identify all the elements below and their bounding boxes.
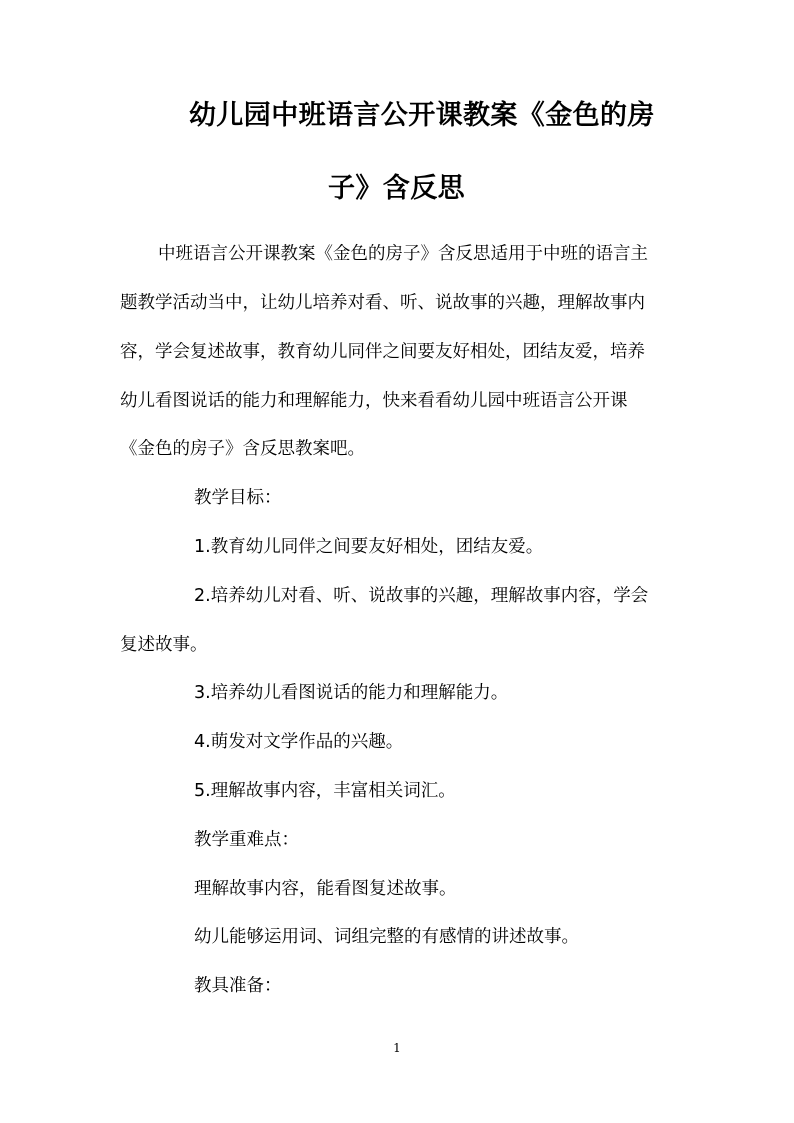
intro-line-4: 幼儿看图说话的能力和理解能力，快来看看幼儿园中班语言公开课 xyxy=(120,391,628,411)
goal-5: 5.理解故事内容，丰富相关词汇。 xyxy=(194,781,456,801)
key-point-1: 理解故事内容，能看图复述故事。 xyxy=(194,879,457,899)
goal-2-line-1: 2.培养幼儿对看、听、说故事的兴趣，理解故事内容，学会 xyxy=(194,586,649,606)
goal-4: 4.萌发对文学作品的兴趣。 xyxy=(194,732,404,752)
intro-line-3: 容，学会复述故事，教育幼儿同伴之间要友好相处，团结友爱，培养 xyxy=(120,342,645,362)
page-number: 1 xyxy=(393,1041,401,1055)
intro-line-1: 中班语言公开课教案《金色的房子》含反思适用于中班的语言主 xyxy=(158,244,648,264)
materials-heading: 教具准备： xyxy=(194,976,282,996)
intro-line-5: 《金色的房子》含反思教案吧。 xyxy=(120,439,365,459)
goal-2-line-2: 复述故事。 xyxy=(120,635,208,655)
intro-line-2: 题教学活动当中，让幼儿培养对看、听、说故事的兴趣，理解故事内 xyxy=(120,293,645,313)
key-points-heading: 教学重难点： xyxy=(194,830,299,850)
title-line-1: 幼儿园中班语言公开课教案《金色的房 xyxy=(189,100,655,131)
key-point-2: 幼儿能够运用词、词组完整的有感情的讲述故事。 xyxy=(194,927,579,947)
goal-1: 1.教育幼儿同伴之间要友好相处，团结友爱。 xyxy=(194,537,544,557)
goal-3: 3.培养幼儿看图说话的能力和理解能力。 xyxy=(194,683,509,703)
title-line-2: 子》含反思 xyxy=(328,173,465,204)
goals-heading: 教学目标： xyxy=(194,488,282,508)
